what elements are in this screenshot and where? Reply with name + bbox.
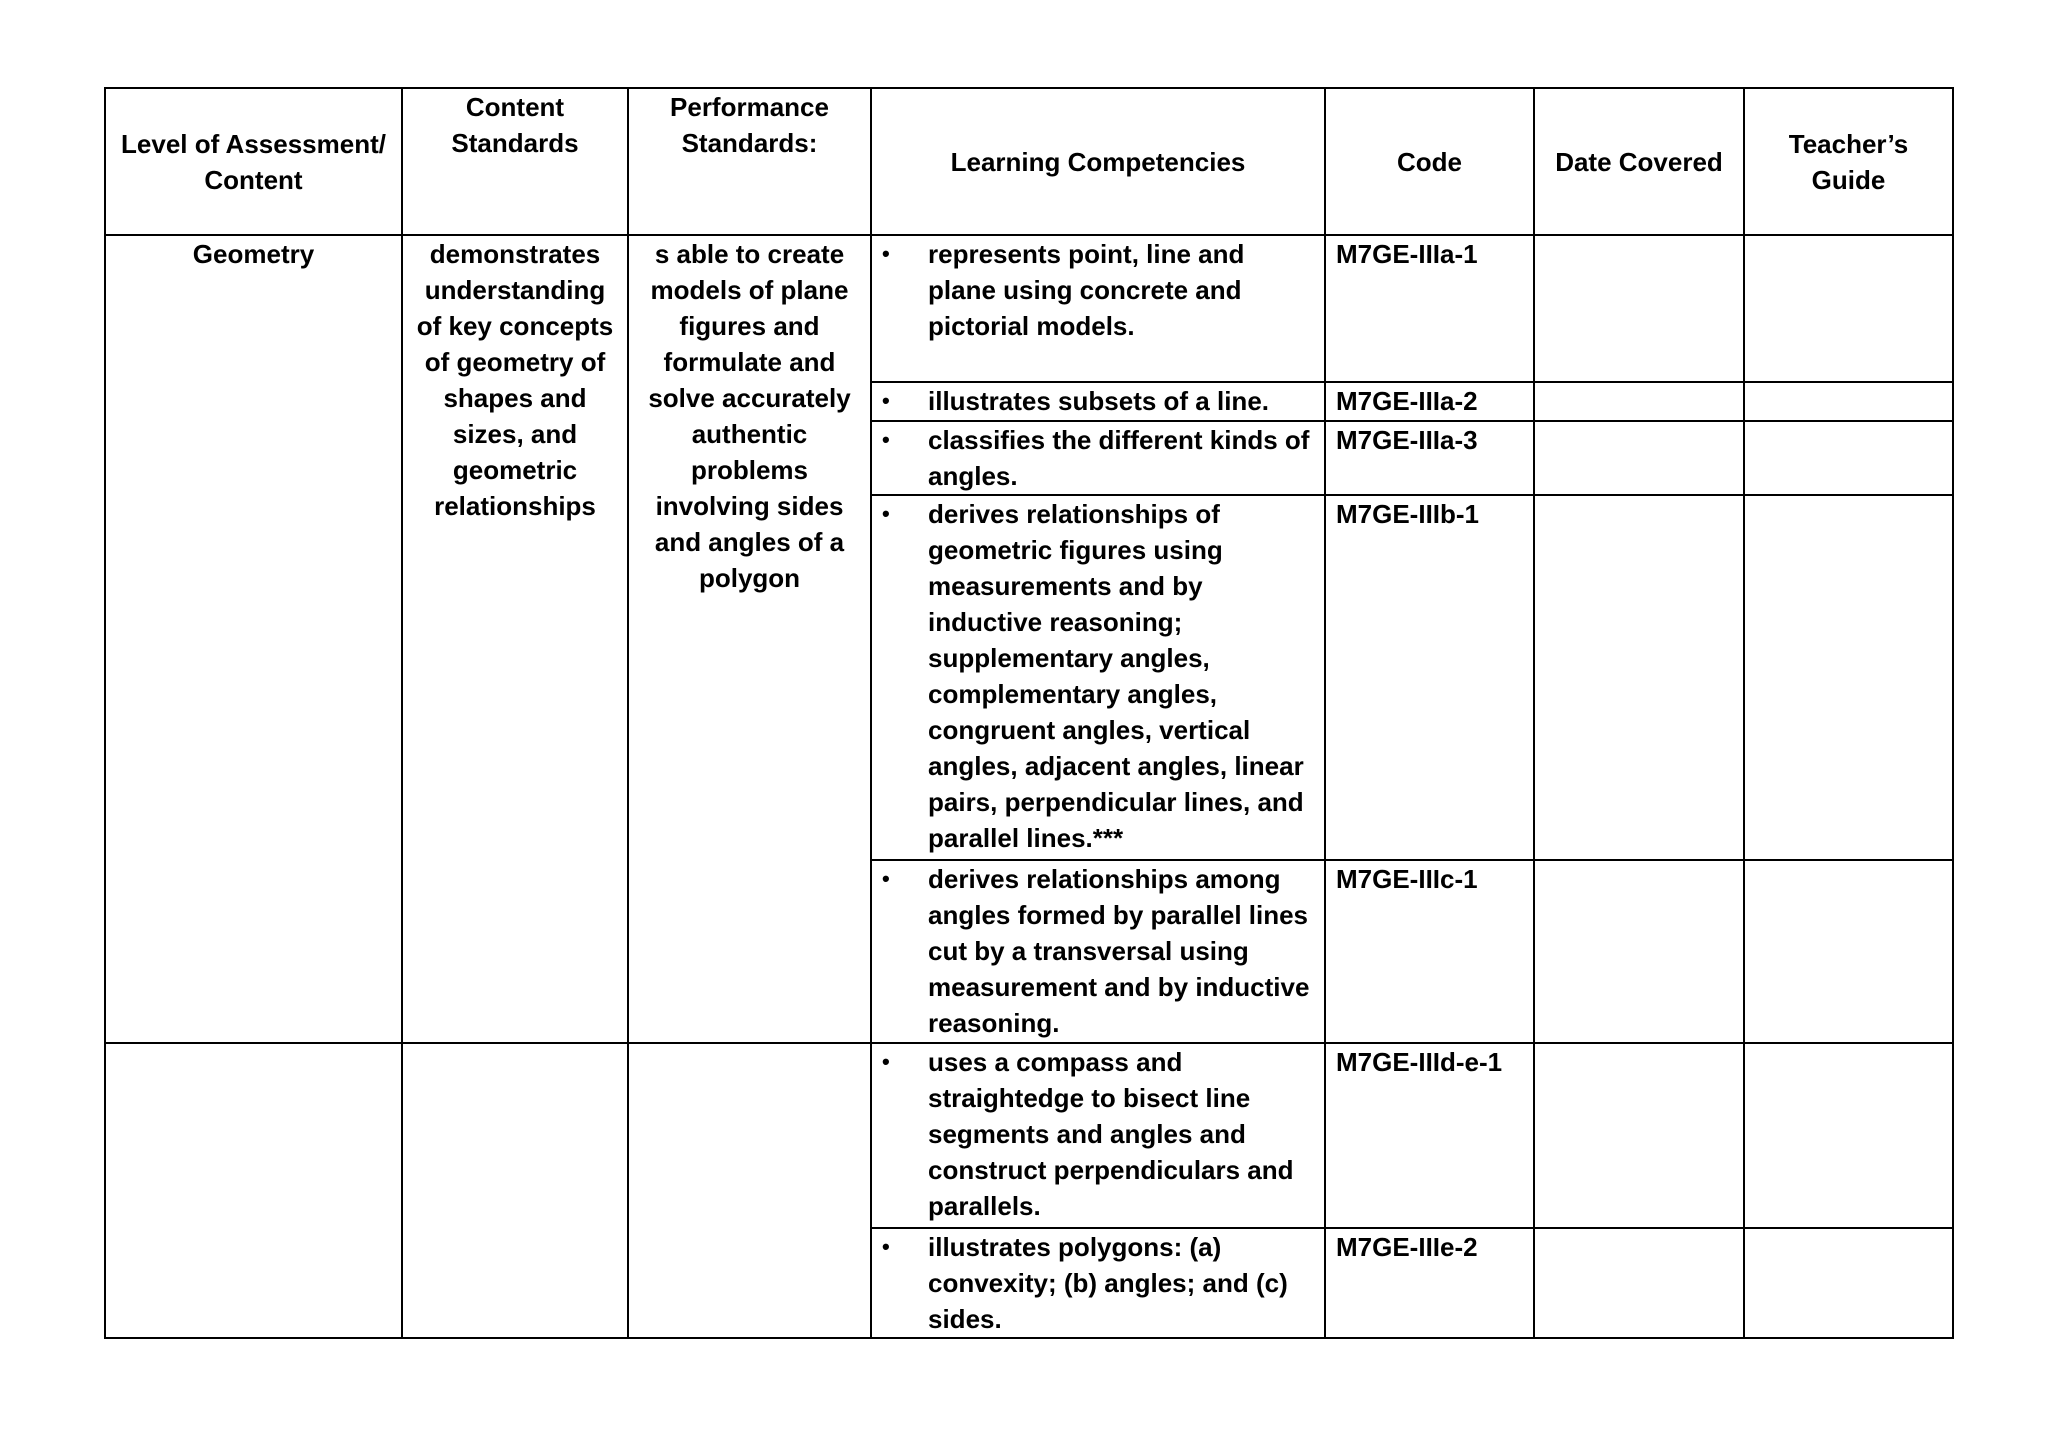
level-cell-empty [105, 1043, 402, 1338]
teachers-guide-cell[interactable] [1744, 421, 1953, 495]
performance-standard-cell: s able to create models of plane figures and formulate and solve accurately authentic problems involving sides and angles of a polygon [628, 235, 871, 1043]
code-cell: M7GE-IIIe-2 [1325, 1228, 1534, 1338]
competency-text: classifies the different kinds of angles. [928, 425, 1310, 491]
competency-cell [871, 495, 1325, 860]
teachers-guide-cell[interactable] [1744, 235, 1953, 382]
date-covered-cell[interactable] [1534, 495, 1744, 860]
teachers-guide-cell[interactable] [1744, 1043, 1953, 1228]
competency-text: derives relationships among angles formed by parallel lines cut by a transversal using measurement and by inductive reasoning. [928, 864, 1310, 1038]
code-cell: M7GE-IIIa-3 [1325, 421, 1534, 495]
header-learning-competencies: Learning Competencies [871, 88, 1325, 235]
date-covered-cell[interactable] [1534, 382, 1744, 421]
date-covered-cell[interactable] [1534, 1228, 1744, 1338]
teachers-guide-cell[interactable] [1744, 495, 1953, 860]
code-cell: M7GE-IIIa-2 [1325, 382, 1534, 421]
teachers-guide-cell[interactable] [1744, 382, 1953, 421]
date-covered-cell[interactable] [1534, 1043, 1744, 1228]
bullet-icon: • [882, 1234, 890, 1259]
competency-text: derives relationships of geometric figures using measurements and by inductive reasoning; supplementary angles, complementary angles, congruent angles, vertical angles, adjacent angles, linear pairs, perpendicular lines, and parallel lines.*** [928, 499, 1304, 853]
header-row [105, 88, 1953, 235]
competency-cell [871, 235, 1325, 382]
bullet-icon: • [882, 501, 890, 526]
performance-standard-cell-empty [628, 1043, 871, 1338]
date-covered-cell[interactable] [1534, 421, 1744, 495]
teachers-guide-cell[interactable] [1744, 860, 1953, 1043]
code-cell: M7GE-IIIa-1 [1325, 235, 1534, 382]
competency-cell [871, 860, 1325, 1043]
table-row [105, 1043, 1953, 1228]
table-row [105, 235, 1953, 382]
code-cell: M7GE-IIIb-1 [1325, 495, 1534, 860]
header-date-covered: Date Covered [1534, 88, 1744, 235]
competency-cell [871, 382, 1325, 421]
competency-cell [871, 421, 1325, 495]
date-covered-cell[interactable] [1534, 235, 1744, 382]
bullet-icon: • [882, 241, 890, 266]
competency-cell [871, 1043, 1325, 1228]
curriculum-table [104, 87, 1954, 1339]
competency-text: uses a compass and straightedge to bisect line segments and angles and construct perpendiculars and parallels. [928, 1047, 1294, 1221]
competency-text: represents point, line and plane using concrete and pictorial models. [928, 239, 1245, 341]
competency-text: illustrates polygons: (a) convexity; (b) angles; and (c) sides. [928, 1232, 1288, 1334]
header-level: Level of Assessment/ Content [105, 88, 402, 235]
bullet-icon: • [882, 1049, 890, 1074]
date-covered-cell[interactable] [1534, 860, 1744, 1043]
bullet-icon: • [882, 866, 890, 891]
code-cell: M7GE-IIIc-1 [1325, 860, 1534, 1043]
competency-text: illustrates subsets of a line. [928, 386, 1269, 416]
content-standard-cell: demonstrates understanding of key concepts of geometry of shapes and sizes, and geometric relationships [402, 235, 628, 1043]
content-standard-cell-empty [402, 1043, 628, 1338]
header-performance-standards: Performance Standards: [628, 88, 871, 235]
header-content-standards: Content Standards [402, 88, 628, 235]
bullet-icon: • [882, 427, 890, 452]
competency-cell [871, 1228, 1325, 1338]
bullet-icon: • [882, 388, 890, 413]
level-cell: Geometry [105, 235, 402, 1043]
header-teachers-guide: Teacher’s Guide [1744, 88, 1953, 235]
teachers-guide-cell[interactable] [1744, 1228, 1953, 1338]
code-cell: M7GE-IIId-e-1 [1325, 1043, 1534, 1228]
header-code: Code [1325, 88, 1534, 235]
